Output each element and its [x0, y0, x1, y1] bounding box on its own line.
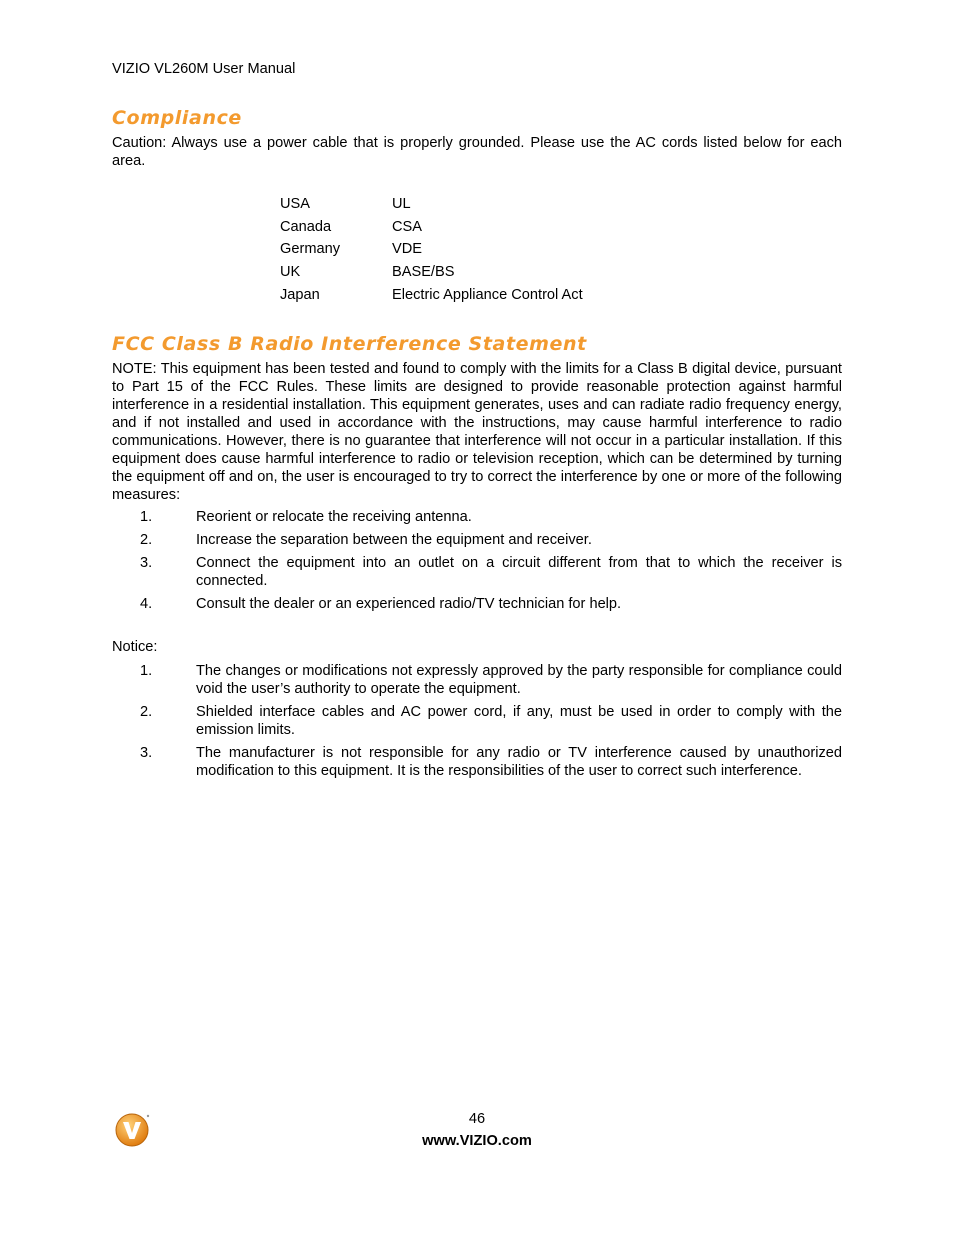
list-item [112, 744, 842, 780]
page-header-title: VIZIO VL260M User Manual [112, 61, 296, 77]
cord-type: CSA [392, 218, 423, 235]
list-text: Connect the equipment into an outlet on a circuit different from that to which the receiver is connected. [196, 555, 842, 589]
table-row [280, 196, 583, 219]
cord-country: UK [280, 264, 301, 281]
list-number: 2. [140, 532, 153, 548]
list-item [112, 662, 842, 698]
list-text: Shielded interface cables and AC power cord, if any, must be used in order to comply with the emission limits. [196, 704, 842, 738]
cord-country: Japan [280, 286, 320, 303]
table-row [280, 264, 583, 287]
list-text: The changes or modifications not expressly approved by the party responsible for compliance could void the user’s authority to operate the equipment. [196, 663, 842, 697]
list-number: 3. [140, 745, 153, 761]
table-row [280, 241, 583, 264]
list-number: 1. [140, 509, 153, 525]
page-number: 46 [468, 1111, 486, 1127]
list-item [112, 703, 842, 739]
list-text: Increase the separation between the equipment and receiver. [196, 532, 592, 548]
footer-url: www.VIZIO.com [422, 1133, 532, 1149]
list-number: 1. [140, 663, 153, 679]
list-text: Reorient or relocate the receiving antenna. [196, 509, 472, 525]
list-text: Consult the dealer or an experienced radio/TV technician for help. [196, 596, 622, 612]
compliance-title: Compliance [112, 107, 242, 129]
list-number: 4. [140, 596, 153, 612]
cord-country: Germany [280, 241, 341, 258]
cord-type: Electric Appliance Control Act [392, 286, 583, 303]
notice-list [112, 662, 842, 785]
cord-type: VDE [392, 241, 423, 258]
ac-cords-table [280, 196, 583, 309]
cord-type: BASE/BS [392, 264, 455, 281]
list-number: 2. [140, 704, 153, 720]
compliance-caution: Caution: Always use a power cable that is properly grounded. Please use the AC cords listed below for each area. [112, 135, 842, 169]
fcc-note: NOTE: This equipment has been tested and found to comply with the limits for a Class B digital device, pursuant to Part 15 of the FCC Rules. These limits are designed to provide reasonable protection against harmful interference in a residential installation. This equipment generates, uses and can radiate radio frequency energy, and if not installed and used in accordance with the instructions, may cause harmful interference to radio communications. However, there is no guarantee that interference will not occur in a particular installation. If this equipment does cause harmful interference to radio or television reception, which can be determined by turning the equipment off and on, the user is encouraged to try to correct the interference by one or more of the following measures: [112, 361, 842, 503]
cord-country: USA [280, 196, 311, 212]
list-item [112, 595, 842, 613]
list-item [112, 531, 842, 549]
fcc-title: FCC Class B Radio Interference Statement [112, 333, 587, 355]
table-row [280, 219, 583, 242]
notice-label: Notice: [112, 639, 158, 655]
cord-type: UL [392, 196, 411, 212]
list-item [112, 554, 842, 590]
list-text: The manufacturer is not responsible for any radio or TV interference caused by unauthorized modification to this equipment. It is the responsibilities of the user to correct such interference. [196, 745, 842, 779]
fcc-measures-list [112, 508, 842, 618]
table-row [280, 287, 583, 310]
cord-country: Canada [280, 218, 332, 235]
list-number: 3. [140, 555, 153, 571]
list-item [112, 508, 842, 526]
